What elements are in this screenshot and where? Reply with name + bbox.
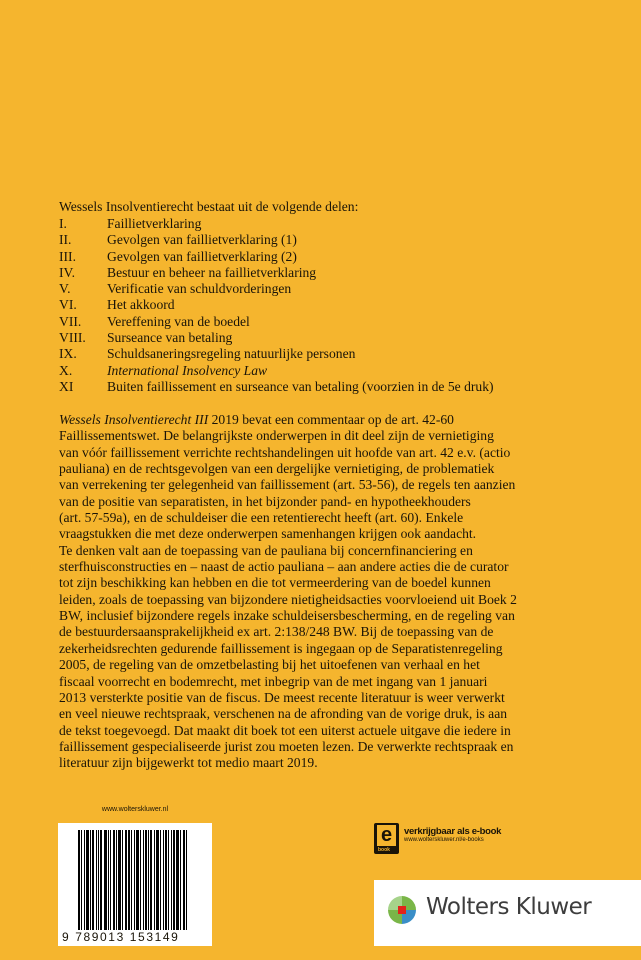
publisher-name: Wolters Kluwer [426, 894, 592, 920]
description-line: literatuur zijn bijgewerkt tot medio maart 2019. [59, 755, 318, 771]
barcode-bar [148, 830, 149, 930]
barcode-bar [86, 830, 89, 930]
barcode-bar [150, 830, 152, 930]
barcode-bar [160, 830, 161, 930]
description [59, 412, 517, 772]
part-number: I. [59, 216, 67, 231]
description-line: Faillissementswet. De belangrijkste onderwerpen in dit deel zijn de vernietiging [59, 428, 494, 444]
part-title: Verificatie van schuldvorderingen [107, 281, 292, 297]
description-line: pauliana) en de rechtsgevolgen van een dergelijke vernietiging, de problematiek [59, 461, 495, 477]
barcode-bars [78, 830, 204, 930]
part-item [59, 232, 494, 248]
barcode-bar [81, 830, 82, 930]
description-line: de tekst toegevoegd. Dat maakt dit boek tot een uiterst actuele uitgave die iedere in [59, 722, 511, 738]
barcode-bar [108, 830, 109, 930]
barcode-bar [163, 830, 164, 930]
barcode-bar [171, 830, 172, 930]
barcode-bar [143, 830, 144, 930]
part-title: Vereffening van de boedel [107, 313, 250, 329]
part-title: Surseance van betaling [107, 330, 233, 346]
barcode-bar [183, 830, 185, 930]
barcode-bar [131, 830, 132, 930]
part-item [59, 249, 494, 265]
part-item [59, 330, 494, 346]
description-line: Te denken valt aan de toepassing van de pauliana bij concernfinanciering en [59, 542, 473, 558]
part-title: Gevolgen van faillietverklaring (1) [107, 232, 297, 248]
isbn-number: 9 789013 153149 [62, 930, 180, 944]
description-line: en veel nieuwe rechtspraak, verschenen na de afronding van de vorige druk, is aan [59, 706, 508, 722]
barcode-bar [140, 830, 141, 930]
part-item [59, 363, 494, 379]
e-book-icon [374, 823, 399, 854]
barcode [58, 823, 212, 946]
part-number: IV. [59, 264, 75, 280]
barcode-bar [90, 830, 91, 930]
part-number: VII. [59, 313, 82, 329]
part-item [59, 297, 494, 313]
description-line: vraagstukken die met deze onderwerpen samenhangen krijgen ook aandacht. [59, 526, 477, 542]
barcode-bar [84, 830, 85, 930]
barcode-bar [104, 830, 107, 930]
e-book-icon-letter: e [377, 825, 396, 846]
barcode-bar [125, 830, 127, 930]
part-number: V. [59, 281, 71, 297]
series-intro: Wessels Insolventierecht bestaat uit de volgende delen: [59, 199, 359, 214]
part-item [59, 314, 494, 330]
parts-list [59, 216, 494, 395]
book-title: Wessels Insolventierecht III [59, 412, 209, 427]
part-title: Schuldsaneringsregeling natuurlijke personen [107, 346, 356, 362]
barcode-bar [92, 830, 94, 930]
barcode-bar [186, 830, 187, 930]
part-title: Het akkoord [107, 297, 175, 313]
part-number: VI. [59, 297, 77, 313]
barcode-bar [110, 830, 111, 930]
barcode-bar [78, 830, 80, 930]
barcode-bar [122, 830, 123, 930]
description-line: sterfhuisconstructies en – naast de actio pauliana – aan andere acties die de curator [59, 559, 509, 575]
description-line: van verrekening ter gelegenheid van faillissement (art. 53-56), de regels ten aanzien [59, 477, 516, 493]
e-book-label: verkrijgbaar als e-book [404, 826, 502, 837]
barcode-bar [113, 830, 115, 930]
barcode-bar [116, 830, 117, 930]
part-item [59, 216, 494, 232]
part-title: International Insolvency Law [107, 362, 268, 378]
description-line: faillissement gespecialiseerde jurist zou moeten lezen. De verwerkte rechtspraak en [59, 738, 514, 754]
barcode-bar [180, 830, 181, 930]
part-number: VIII. [59, 330, 86, 346]
e-book-icon-label: book [378, 847, 390, 853]
description-line: fiscaal voorrecht en bodemrecht, met inbegrip van de met ingang van 1 januari [59, 673, 488, 689]
publisher-url: www.wolterskluwer.nl [101, 806, 169, 813]
part-title: Bestuur en beheer na faillietverklaring [107, 264, 317, 280]
wolters-kluwer-globe-icon [388, 896, 416, 924]
description-line: de bestuurdersaansprakelijkheid ex art. 2:138/248 BW. Bij de toepassing van de [59, 624, 494, 640]
description-line: (art. 57-59a), en de schuldeiser die een retentierecht heeft (art. 60). Enkele [59, 510, 464, 526]
part-number: II. [59, 232, 72, 248]
description-line: zekerheidsrechten gedurende faillissement is ingegaan op de Separatistenregeling [59, 640, 503, 656]
description-line: leiden, zoals de toepassing van bijzondere nietigheidsacties voorvloeiend uit Boek 2 [59, 591, 517, 607]
part-number: IX. [59, 346, 77, 362]
barcode-bar [134, 830, 135, 930]
part-title: Buiten faillissement en surseance van betaling (voorzien in de 5e druk) [107, 378, 494, 394]
description-line: BW, inclusief bijzondere regels inzake schuldeisersbescherming, en de regeling van [59, 608, 515, 624]
e-book-notice [404, 826, 501, 843]
e-book-url: www.wolterskluwer.nl/e-books [404, 837, 484, 843]
barcode-bar [176, 830, 179, 930]
description-text: 2019 bevat een commentaar op de art. 42-60 [208, 412, 454, 427]
barcode-bar [145, 830, 147, 930]
barcode-bar [100, 830, 102, 930]
description-line: van vóór faillissement verrichte rechtshandelingen uit hoofde van art. 42 e.v. (actio [59, 444, 511, 460]
part-title: Gevolgen van faillietverklaring (2) [107, 248, 297, 264]
barcode-bar [156, 830, 159, 930]
barcode-bar [128, 830, 130, 930]
part-item [59, 281, 494, 297]
description-line: 2005, de regeling van de omzetbelasting bij het uitoefenen van verhaal en het [59, 657, 480, 673]
barcode-bar [118, 830, 121, 930]
barcode-bar [154, 830, 155, 930]
part-item [59, 265, 494, 281]
part-title: Faillietverklaring [107, 216, 202, 231]
description-line: 2013 versterkte positie van de fiscus. De meest recente literatuur is weer verwerkt [59, 689, 505, 705]
description-line: van de positie van separatisten, in het bijzonder pand- en hypotheekhouders [59, 493, 471, 509]
part-number: X. [59, 362, 73, 378]
description-line: tot zijn beschikking kan hebben en die tot vermeerdering van de boedel kunnen [59, 575, 491, 591]
part-number: XI [59, 378, 74, 394]
part-item [59, 346, 494, 362]
barcode-bar [96, 830, 97, 930]
part-item [59, 379, 494, 395]
part-number: III. [59, 248, 76, 264]
barcode-bar [165, 830, 167, 930]
barcode-bar [173, 830, 175, 930]
barcode-bar [98, 830, 99, 930]
description-line [59, 412, 517, 428]
barcode-bar [168, 830, 169, 930]
barcode-bar [136, 830, 139, 930]
publisher-logo [374, 880, 641, 946]
